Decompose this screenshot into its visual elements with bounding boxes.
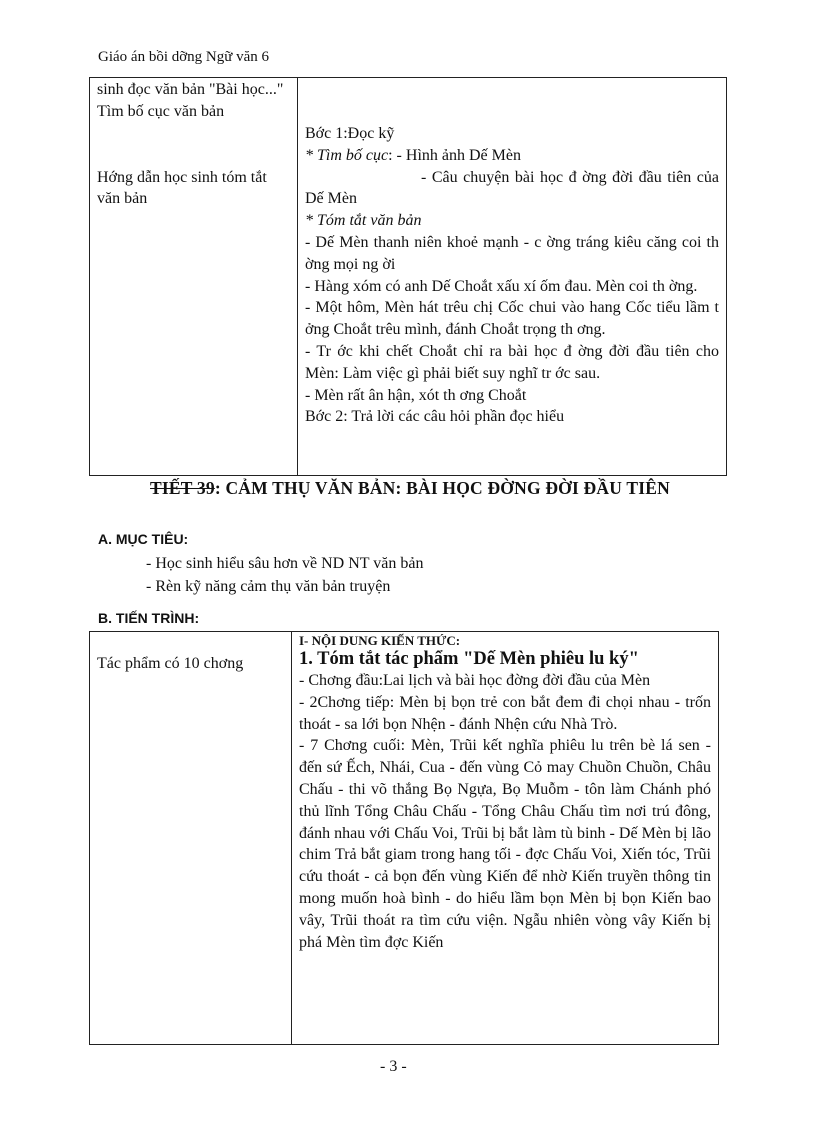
layout-part-2: - Câu chuyện bài học đ ờng đời đầu tiên của Dế Mèn xyxy=(305,168,719,208)
lesson-table-1 xyxy=(89,77,727,476)
step-2-label: Bớc 2: Trả lời các câu hỏi phần đọc hiểu xyxy=(305,408,565,426)
section-a-heading: A. MỤC TIÊU: xyxy=(98,531,189,547)
activity-text: Hớng dẫn học sinh tóm tắt văn bản xyxy=(97,168,267,208)
content-paragraph: - 7 Chơng cuối: Mèn, Trũi kết nghĩa phiêu lu trên bè lá sen - đến sứ Ếch, Nhái, Cua - đến vùng Cỏ may Chuồn Chuồn, Châu Chấu - thi võ thắng Bọ Ngựa, Bọ Muỗm - tôn làm Chánh phó thủ lĩnh Tổng Châu Chấu - Tổng Châu Chấu tìm nơi trú đông, đánh nhau với Chấu Voi, Trũi bị bắt làm tù binh - Dế Mèn bị lão chim Trả bắt giam trong hang tối - đợc Chấu Voi, Xiến tóc, Trũi cứu thoát - cả bọn đến vùng Kiến để nhờ Kiến truyền thông tin mong muốn hoà bình - do hiểu lầm bọn Mèn bị bọn Kiến bao vây, Trũi thoát ra tìm cứu viện. Ngẫu nhiên vòng vây Kiến bị phá Mèn tìm đợc Kiến xyxy=(299,737,711,951)
page-header: Giáo án bồi dỡng Ngữ văn 6 xyxy=(98,49,270,65)
table-row xyxy=(90,632,719,1045)
section-b-heading: B. TIẾN TRÌNH: xyxy=(98,610,200,626)
content-paragraph: - 2Chơng tiếp: Mèn bị bọn trẻ con bắt đem đi chọi nhau - trốn thoát - sa lới bọn Nhện - đánh Nhện cứu Nhà Trò. xyxy=(299,693,711,733)
content-heading: I- NỘI DUNG KIẾN THỨC: xyxy=(299,633,461,648)
summary-item: - Một hôm, Mèn hát trêu chị Cốc chui vào hang Cốc tiểu lầm t ởng Choắt trêu mình, đánh Choắt trọng th ơng. xyxy=(305,299,719,339)
layout-label: * Tìm bố cục xyxy=(305,146,389,164)
layout-line xyxy=(305,145,719,167)
lesson-table-2 xyxy=(89,631,719,1045)
lesson-period: TIẾT 39 xyxy=(150,478,215,498)
lesson-title-text: : CẢM THỤ VĂN BẢN: BÀI HỌC ĐỜNG ĐỜI ĐẦU TIÊN xyxy=(214,478,670,498)
content-cell xyxy=(292,632,719,1045)
lesson-title xyxy=(60,478,760,499)
activity-text: Tìm bố cục văn bản xyxy=(97,102,225,120)
teacher-activity-cell xyxy=(90,78,298,476)
summary-item: - Dế Mèn thanh niên khoẻ mạnh - c ờng tráng kiêu căng coi th ờng mọi ng ời xyxy=(305,233,719,273)
activity-text: Tác phẩm có 10 chơng xyxy=(97,655,244,672)
layout-part-1: : - Hình ảnh Dế Mèn xyxy=(388,146,521,164)
content-subheading: 1. Tóm tắt tác phẩm "Dế Mèn phiêu lu ký" xyxy=(299,649,639,669)
step-1-label: Bớc 1:Đọc kỹ xyxy=(305,125,395,142)
content-paragraph: - Chơng đầu:Lai lịch và bài học đờng đời đầu của Mèn xyxy=(299,672,651,689)
page-number: - 3 - xyxy=(380,1058,407,1075)
objective-item: - Học sinh hiểu sâu hơn về ND NT văn bản xyxy=(146,555,424,572)
summary-label: * Tóm tắt văn bản xyxy=(305,212,422,230)
summary-item: - Tr ớc khi chết Choắt chỉ ra bài học đ ờng đời đầu tiên cho Mèn: Làm việc gì phải biết suy nghĩ tr ớc sau. xyxy=(305,342,719,382)
teacher-activity-cell xyxy=(90,632,292,1045)
table-row xyxy=(90,78,727,476)
objective-item: - Rèn kỹ năng cảm thụ văn bản truyện xyxy=(146,578,391,595)
content-cell xyxy=(298,78,727,476)
summary-item: - Mèn rất ân hận, xót th ơng Choắt xyxy=(305,386,527,404)
activity-text: sinh đọc văn bản "Bài học..." xyxy=(97,81,284,98)
summary-item: - Hàng xóm có anh Dế Choắt xấu xí ốm đau. Mèn coi th ờng. xyxy=(305,277,698,295)
